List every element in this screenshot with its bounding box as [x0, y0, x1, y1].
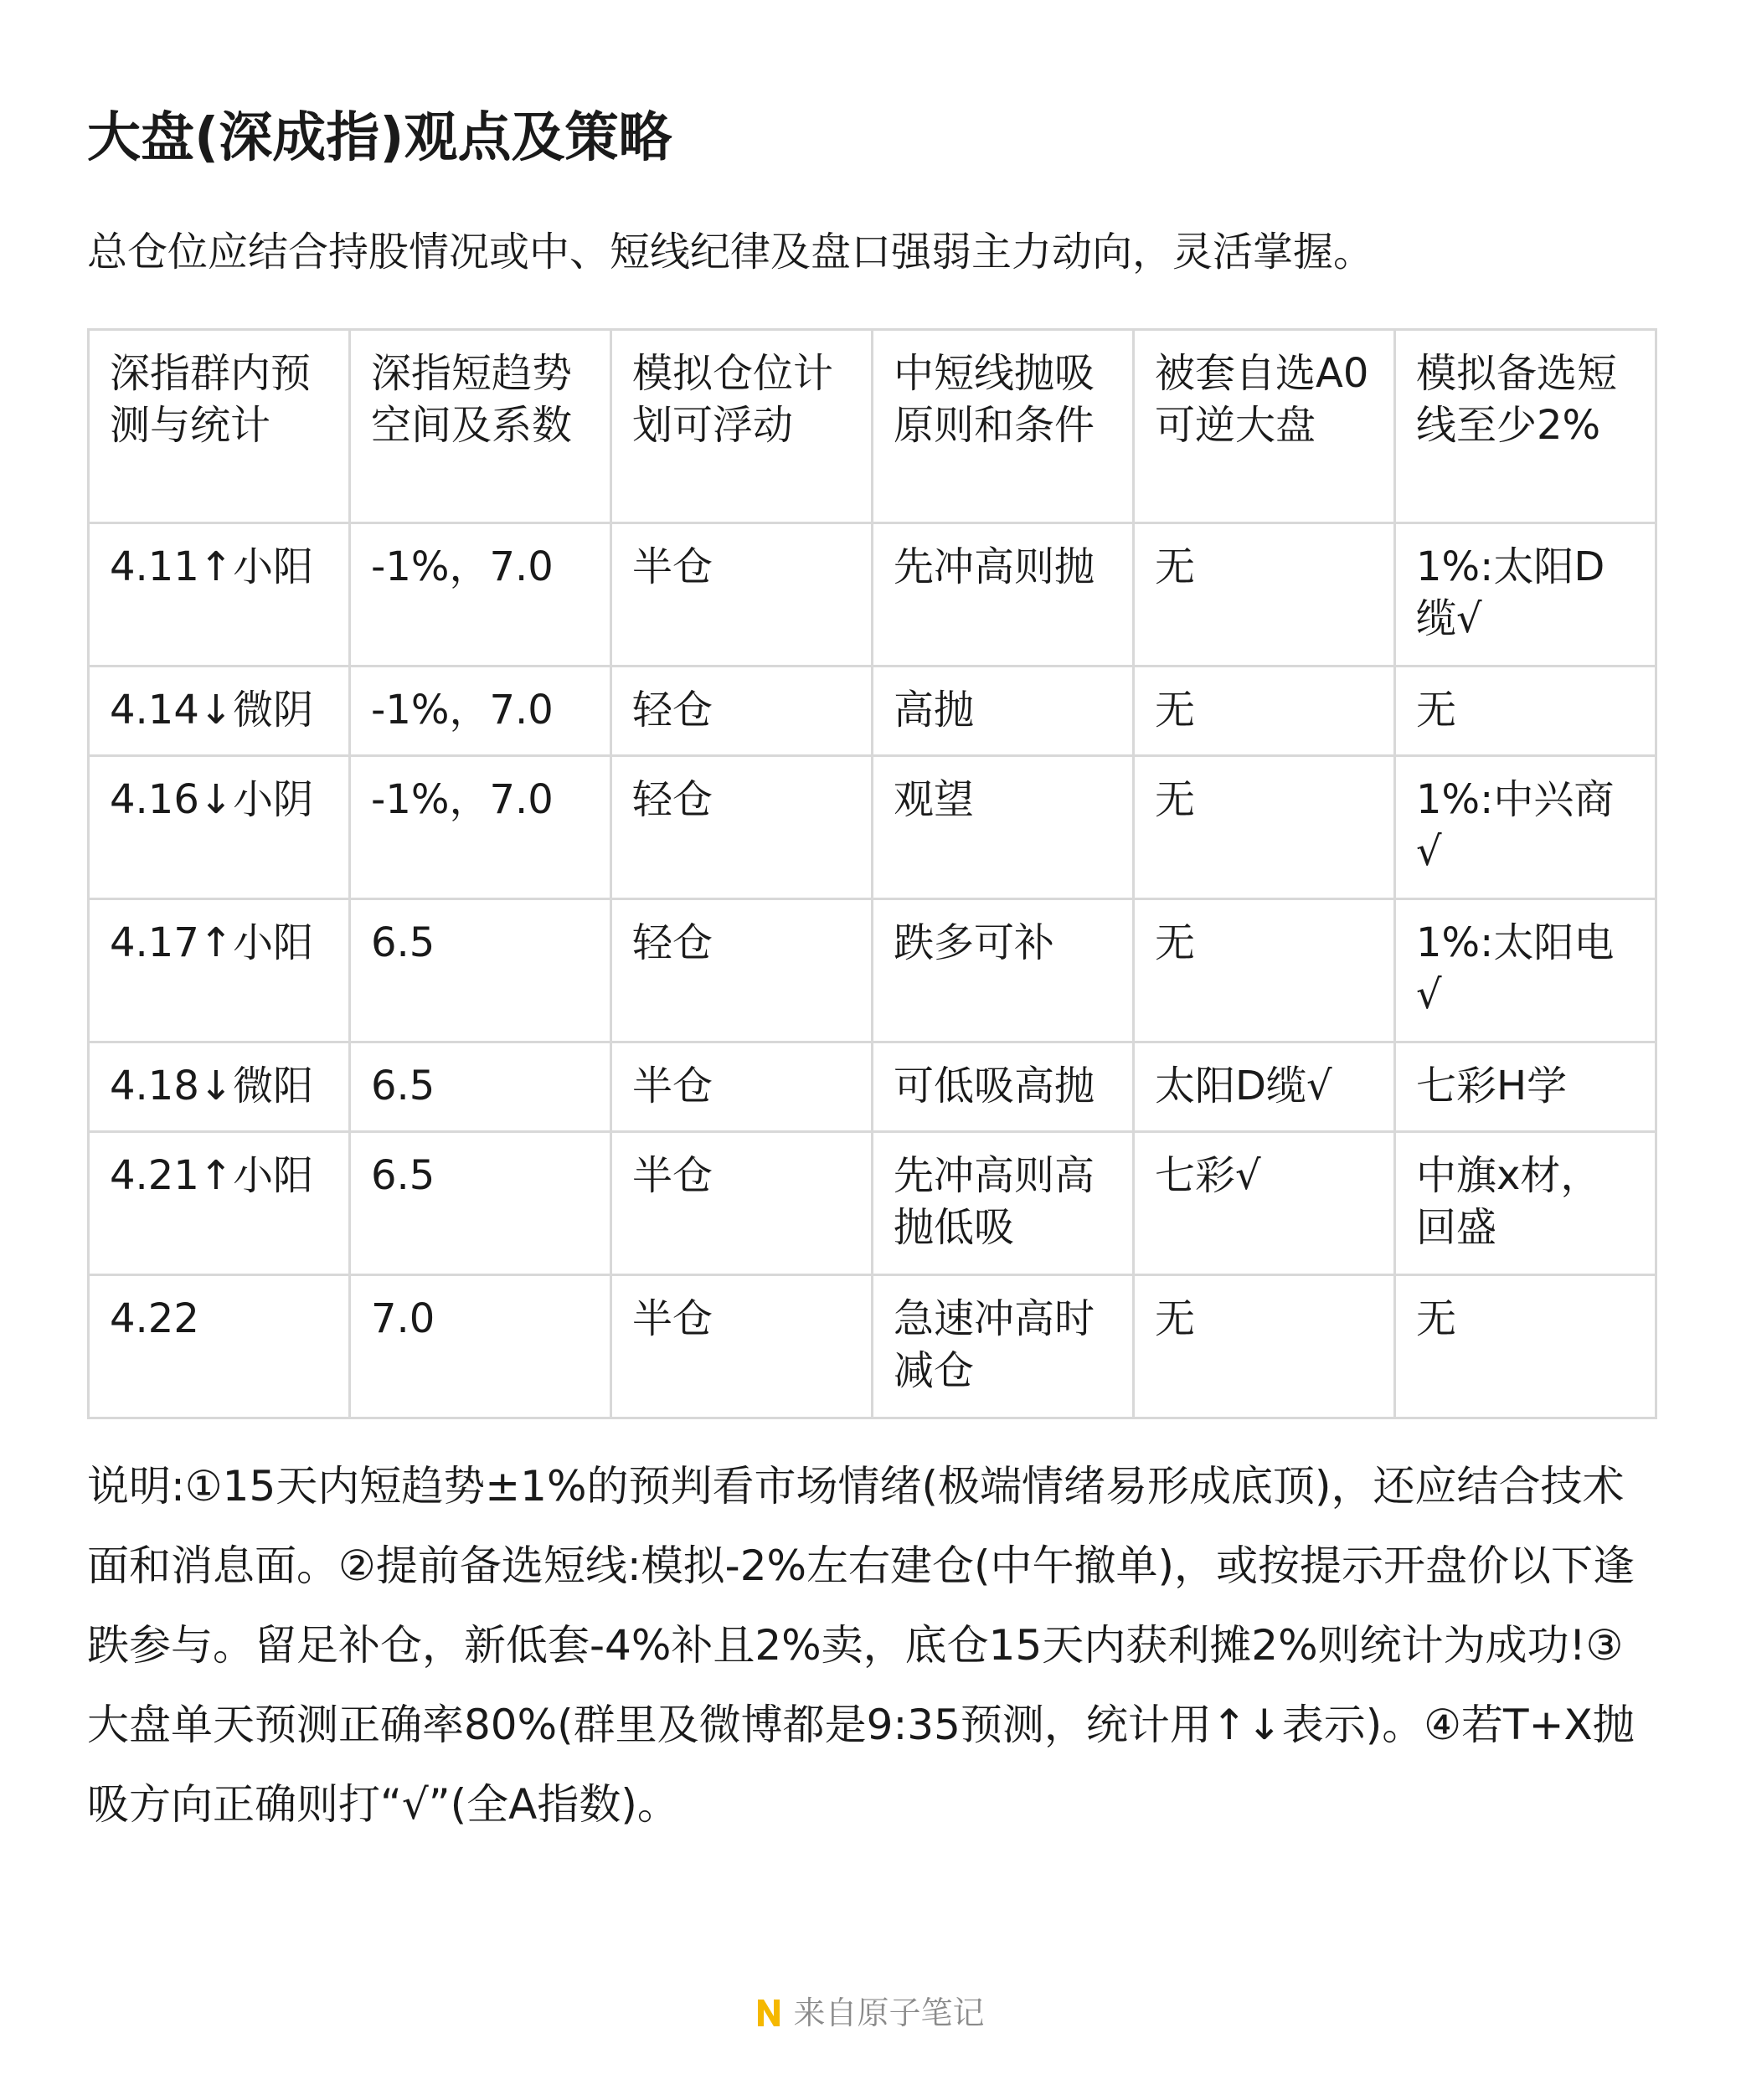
- page-title: 大盘(深成指)观点及策略: [87, 107, 672, 169]
- table-cell: 4.21↑小阳: [89, 1132, 350, 1275]
- table-cell: 急速冲高时减仓: [873, 1275, 1134, 1418]
- table-cell: 半仓: [611, 1132, 873, 1275]
- table-cell: 无: [1134, 899, 1395, 1042]
- table-cell: 4.17↑小阳: [89, 899, 350, 1042]
- table-cell: 4.18↓微阳: [89, 1042, 350, 1132]
- table-cell: 无: [1134, 756, 1395, 899]
- table-cell: 七彩H学: [1395, 1042, 1656, 1132]
- table-cell: 无: [1134, 667, 1395, 756]
- intro-text: 总仓位应结合持股情况或中、短线纪律及盘口强弱主力动向，灵活掌握。: [87, 229, 1374, 275]
- table-cell: 可低吸高抛: [873, 1042, 1134, 1132]
- table-header-cell: 深指群内预测与统计: [89, 330, 350, 523]
- table-cell: 轻仓: [611, 756, 873, 899]
- table-cell: 无: [1134, 523, 1395, 667]
- table-cell: 太阳D缆√: [1134, 1042, 1395, 1132]
- table-cell: 4.14↓微阴: [89, 667, 350, 756]
- table-row: [89, 899, 1656, 1042]
- table-cell: 半仓: [611, 1275, 873, 1418]
- notes-app-logo-icon: [756, 1998, 781, 2028]
- table-cell: 6.5: [350, 899, 611, 1042]
- footer-attribution: [0, 1989, 1741, 2036]
- table-row: [89, 1275, 1656, 1418]
- table-cell: 中旗x材，回盛: [1395, 1132, 1656, 1275]
- table-row: [89, 1132, 1656, 1275]
- table-cell: -1%，7.0: [350, 667, 611, 756]
- table-header-cell: 中短线抛吸原则和条件: [873, 330, 1134, 523]
- table-cell: 高抛: [873, 667, 1134, 756]
- footer-text: 来自原子笔记: [793, 1994, 985, 2031]
- table-cell: 4.22: [89, 1275, 350, 1418]
- table-cell: 6.5: [350, 1132, 611, 1275]
- notes-paragraph: 说明:①15天内短趋势±1%的预判看市场情绪(极端情绪易形成底顶)，还应结合技术面和消息面。②提前备选短线:模拟-2%左右建仓(中午撤单)，或按提示开盘价以下逢跌参与。留足补仓，新低套-4%补且2%卖，底仓15天内获利摊2%则统计为成功!③大盘单天预测正确率80%(群里及微博都是9:35预测，统计用↑↓表示)。④若T+X抛吸方向正确则打“√”(全A指数)。: [87, 1462, 1635, 1829]
- table-cell: 6.5: [350, 1042, 611, 1132]
- table-cell: -1%，7.0: [350, 523, 611, 667]
- table-cell: 4.11↑小阳: [89, 523, 350, 667]
- table-cell: 7.0: [350, 1275, 611, 1418]
- table-cell: 1%:太阳D缆√: [1395, 523, 1656, 667]
- table-cell: 无: [1395, 667, 1656, 756]
- table-header-row: [89, 330, 1656, 523]
- table-row: [89, 756, 1656, 899]
- table-cell: 七彩√: [1134, 1132, 1395, 1275]
- table-cell: 先冲高则高抛低吸: [873, 1132, 1134, 1275]
- table-header-cell: 模拟备选短线至少2%: [1395, 330, 1656, 523]
- table-cell: 轻仓: [611, 899, 873, 1042]
- table-cell: 4.16↓小阴: [89, 756, 350, 899]
- table-header-cell: 模拟仓位计划可浮动: [611, 330, 873, 523]
- table-cell: 观望: [873, 756, 1134, 899]
- table-cell: 1%:太阳电√: [1395, 899, 1656, 1042]
- table-header-cell: 深指短趋势空间及系数: [350, 330, 611, 523]
- table-row: [89, 523, 1656, 667]
- table-cell: 1%:中兴商√: [1395, 756, 1656, 899]
- table-row: [89, 667, 1656, 756]
- table-cell: 轻仓: [611, 667, 873, 756]
- table-cell: 半仓: [611, 1042, 873, 1132]
- table-cell: 无: [1395, 1275, 1656, 1418]
- table-cell: 半仓: [611, 523, 873, 667]
- table-cell: 先冲高则抛: [873, 523, 1134, 667]
- table-cell: 无: [1134, 1275, 1395, 1418]
- table-cell: -1%，7.0: [350, 756, 611, 899]
- table-row: [89, 1042, 1656, 1132]
- table-header-cell: 被套自选A0可逆大盘: [1134, 330, 1395, 523]
- table-cell: 跌多可补: [873, 899, 1134, 1042]
- strategy-table: [87, 328, 1657, 1419]
